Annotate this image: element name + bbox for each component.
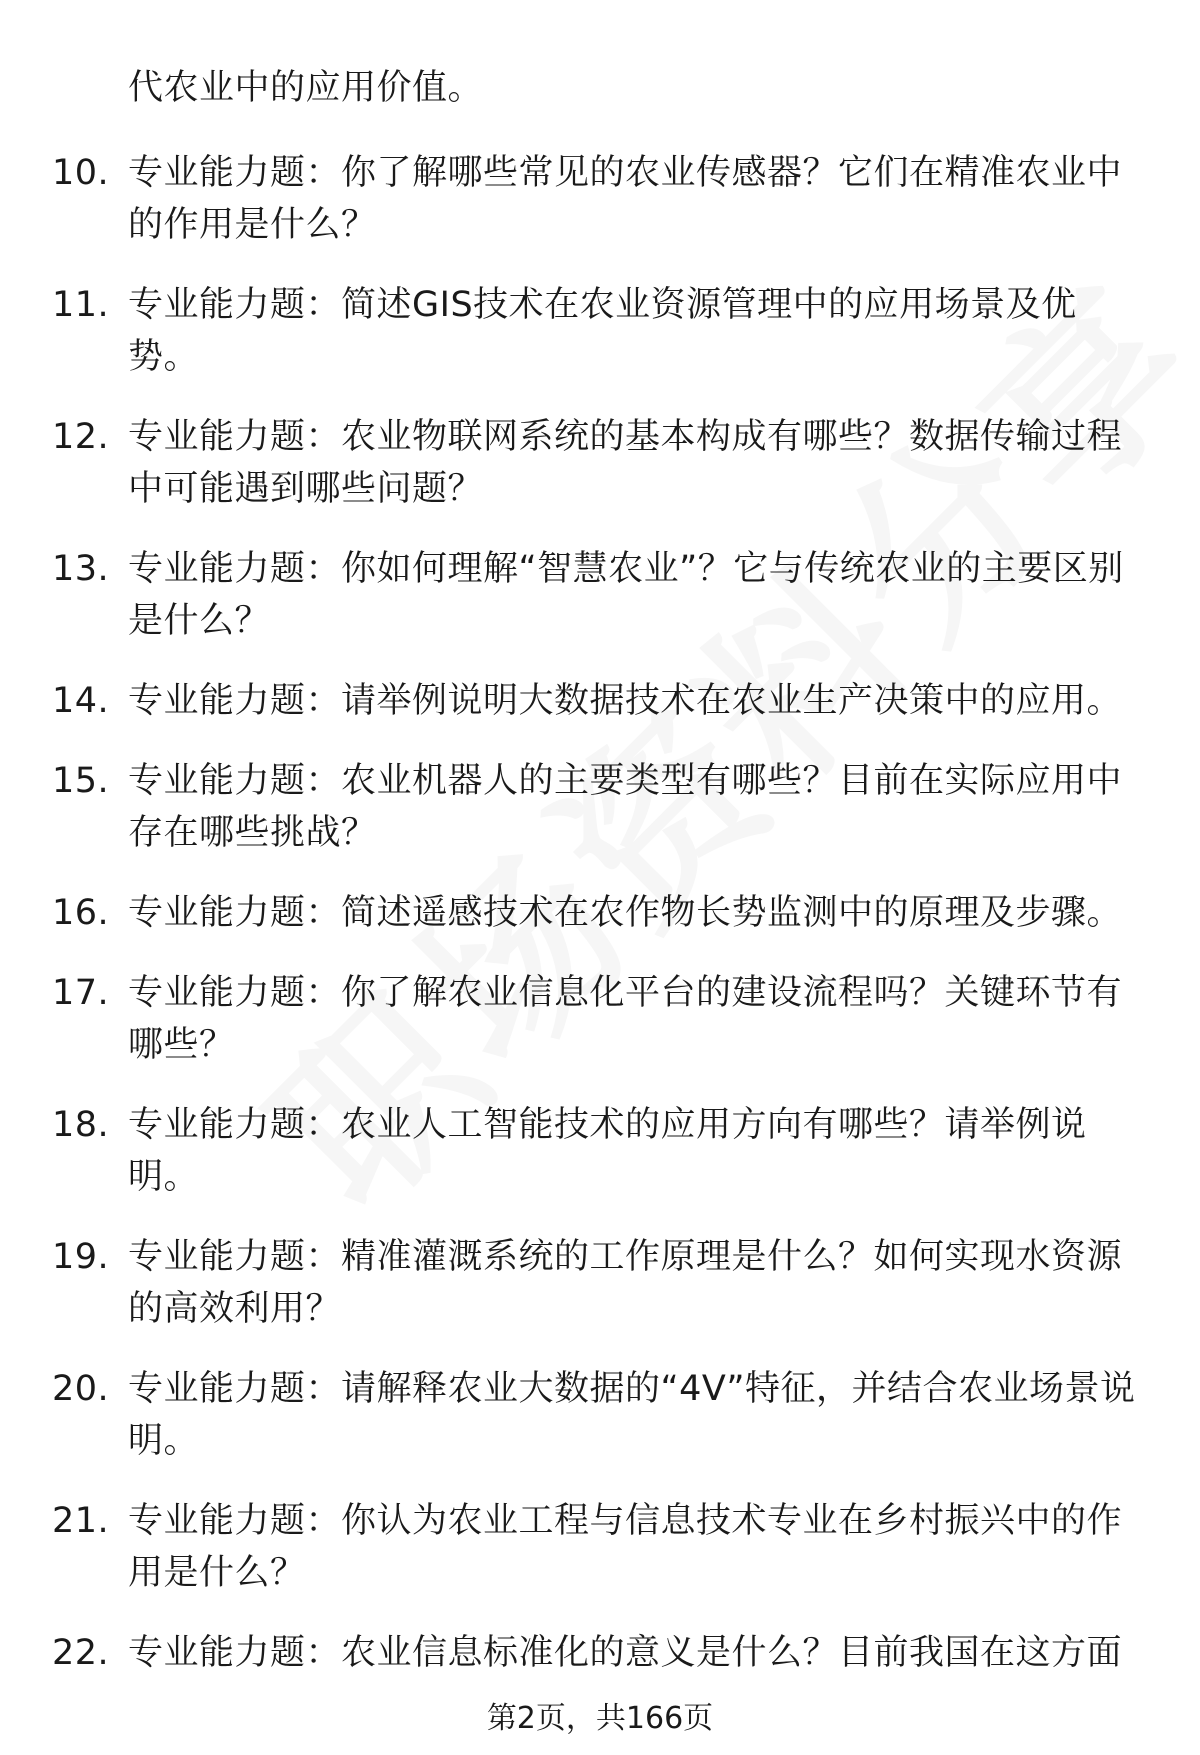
list-item (0, 675, 1200, 727)
question-number: 13. (52, 549, 110, 589)
list-item (0, 887, 1200, 939)
question-text: 专业能力题：简述GIS技术在农业资源管理中的应用场景及优势。 (128, 285, 1077, 377)
question-text: 专业能力题：简述遥感技术在农作物长势监测中的原理及步骤。 (128, 893, 1123, 933)
list-item (0, 755, 1200, 859)
question-number: 14. (52, 681, 110, 721)
question-number: 12. (52, 417, 110, 457)
question-number: 10. (52, 153, 110, 193)
question-number: 21. (52, 1501, 110, 1541)
question-text: 专业能力题：你了解农业信息化平台的建设流程吗？关键环节有哪些？ (128, 973, 1123, 1065)
list-item (0, 967, 1200, 1071)
question-text: 专业能力题：农业信息标准化的意义是什么？目前我国在这方面 (128, 1633, 1123, 1673)
question-list (0, 147, 1200, 1707)
question-number: 17. (52, 973, 110, 1013)
list-item (0, 279, 1200, 383)
list-item (0, 1495, 1200, 1599)
list-item (0, 1627, 1200, 1679)
question-text: 专业能力题：你如何理解“智慧农业”？它与传统农业的主要区别是什么？ (128, 549, 1124, 641)
question-text: 专业能力题：农业物联网系统的基本构成有哪些？数据传输过程中可能遇到哪些问题？ (128, 417, 1123, 509)
question-text: 专业能力题：请举例说明大数据技术在农业生产决策中的应用。 (128, 681, 1123, 721)
continuation-text: 代农业中的应用价值。 (128, 68, 484, 108)
question-number: 22. (52, 1633, 110, 1673)
question-text: 专业能力题：农业机器人的主要类型有哪些？目前在实际应用中存在哪些挑战？ (128, 761, 1123, 853)
question-text: 专业能力题：农业人工智能技术的应用方向有哪些？请举例说明。 (128, 1105, 1087, 1197)
question-number: 11. (52, 285, 110, 325)
question-number: 16. (52, 893, 110, 933)
question-number: 20. (52, 1369, 110, 1409)
list-item (0, 543, 1200, 647)
question-text: 专业能力题：请解释农业大数据的“4V”特征，并结合农业场景说明。 (128, 1369, 1136, 1461)
list-item (0, 411, 1200, 515)
list-item (0, 1231, 1200, 1335)
question-text: 专业能力题：你了解哪些常见的农业传感器？它们在精准农业中的作用是什么？ (128, 153, 1123, 245)
list-item (0, 147, 1200, 251)
list-item (0, 1099, 1200, 1203)
question-number: 15. (52, 761, 110, 801)
page-footer: 第2页，共166页 (486, 1701, 714, 1736)
question-text: 专业能力题：精准灌溉系统的工作原理是什么？如何实现水资源的高效利用？ (128, 1237, 1123, 1329)
question-number: 18. (52, 1105, 110, 1145)
question-number: 19. (52, 1237, 110, 1277)
question-text: 专业能力题：你认为农业工程与信息技术专业在乡村振兴中的作用是什么？ (128, 1501, 1123, 1593)
list-item (0, 1363, 1200, 1467)
